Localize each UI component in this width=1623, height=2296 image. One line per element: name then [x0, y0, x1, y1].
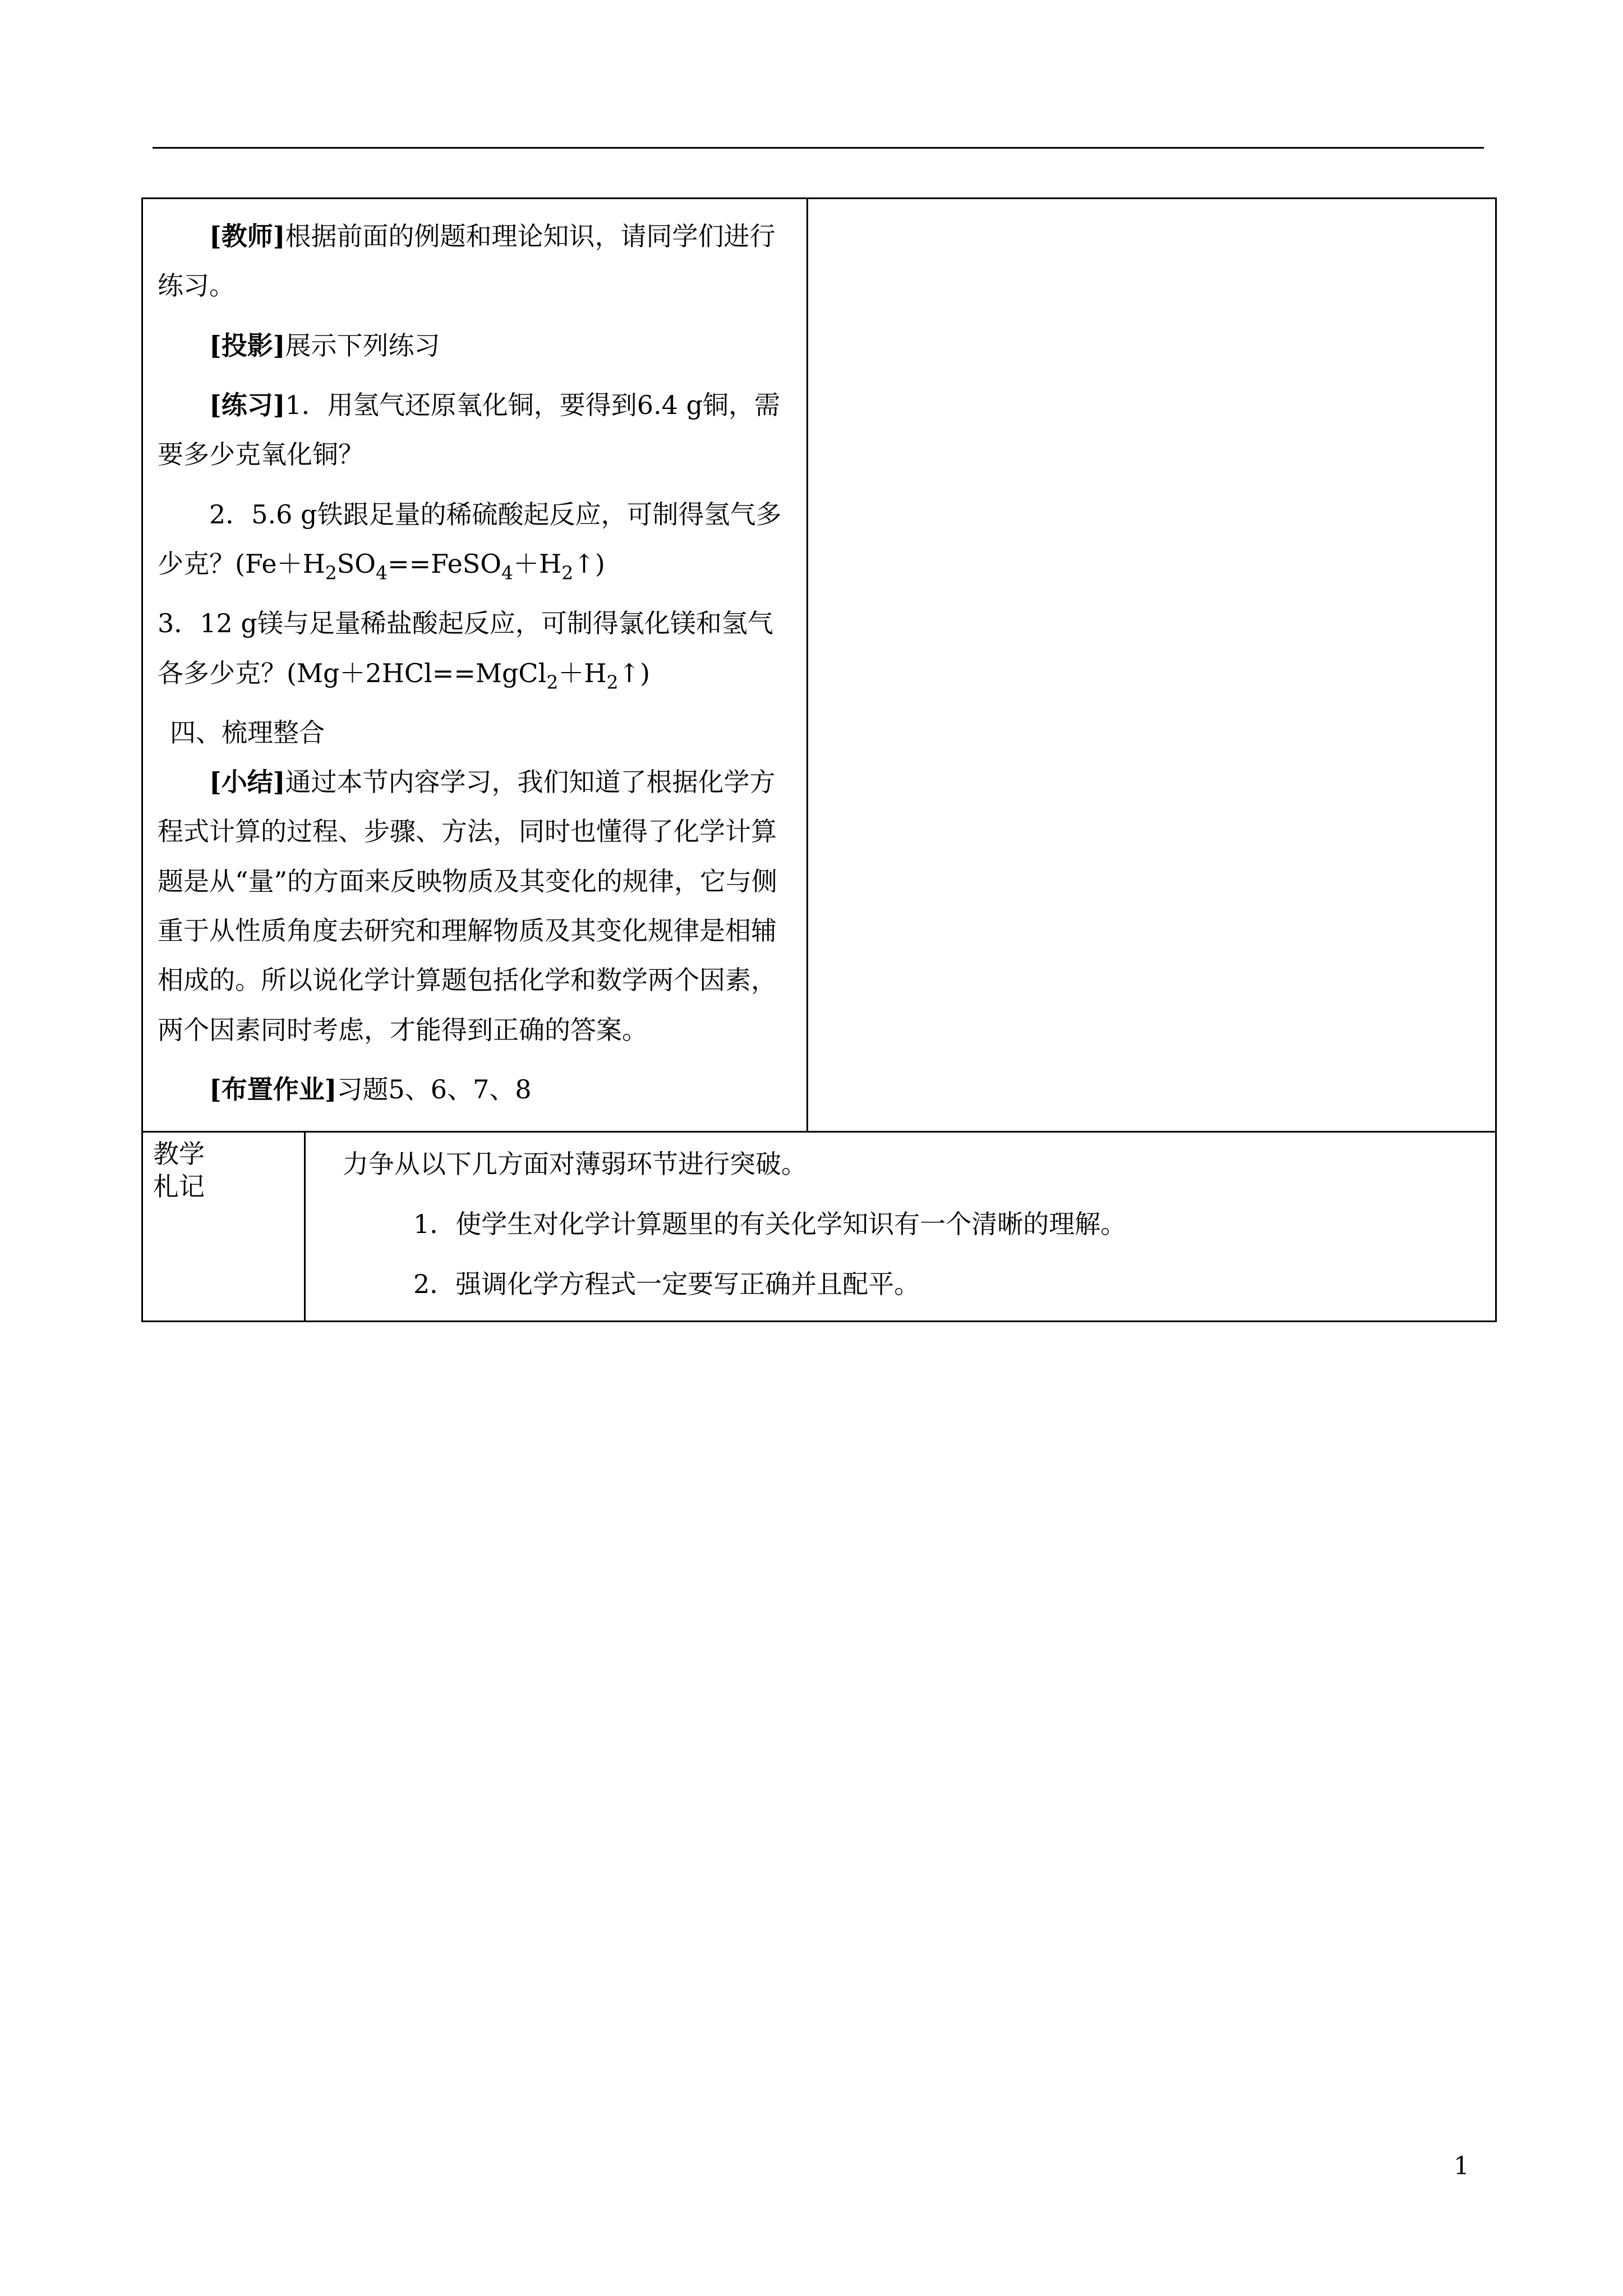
projection-paragraph: [158, 321, 794, 370]
exercise-paragraph: [158, 380, 794, 480]
eq-part: ＋H: [513, 548, 562, 579]
notes-label-cell: [142, 1132, 305, 1322]
eq-part: (Mg＋2HCl==MgCl: [287, 657, 547, 688]
summary-paragraph: [158, 757, 794, 1055]
lesson-row: [142, 199, 1496, 1132]
homework-text: 习题5、6、7、8: [336, 1074, 532, 1105]
right-empty-cell: [808, 199, 1496, 1132]
projection-tag: [投影]: [209, 330, 285, 361]
note-line: 1．使学生对化学计算题里的有关化学知识有一个清晰的理解。: [413, 1209, 1127, 1240]
eq-subscript: 2: [561, 562, 574, 584]
exercise-q1-text: 1．用氢气还原氧化铜，要得到6.4 g铜，需要多少克氧化铜？: [158, 389, 781, 470]
teacher-tag: [教师]: [209, 221, 285, 251]
notes-row: [142, 1132, 1496, 1322]
q2-equation: [235, 548, 605, 584]
lesson-content-cell: [142, 199, 808, 1132]
lesson-plan-table: [141, 197, 1497, 1322]
exercise-q3: [158, 599, 794, 698]
exercise-tag: [练习]: [209, 389, 285, 420]
notes-content-cell: [305, 1132, 1496, 1322]
page-number: 1: [1454, 2152, 1469, 2180]
eq-part: SO: [336, 548, 376, 579]
eq-part: ==FeSO: [388, 548, 502, 579]
q3-equation: [287, 657, 651, 693]
header-rule: [153, 147, 1484, 149]
eq-part: ↑): [618, 657, 651, 688]
exercise-q3-text: 3．12 g镁与足量稀盐酸起反应，可制得氯化镁和氢气各多少克？: [158, 608, 773, 688]
eq-subscript: 4: [501, 562, 514, 584]
note-line: 力争从以下几方面对薄弱环节进行突破。: [343, 1149, 807, 1180]
homework-tag: [布置作业]: [209, 1074, 337, 1105]
homework-paragraph: [158, 1065, 794, 1114]
eq-subscript: 2: [546, 671, 559, 693]
eq-part: (Fe＋H: [235, 548, 325, 579]
eq-subscript: 2: [606, 671, 619, 693]
teacher-paragraph: [158, 211, 794, 311]
exercise-q2-text: 2．5.6 g铁跟足量的稀硫酸起反应，可制得氢气多少克？: [158, 499, 782, 579]
projection-text: 展示下列练习: [285, 330, 440, 361]
note-line: 2．强调化学方程式一定要写正确并且配平。: [413, 1269, 920, 1300]
teacher-text: 根据前面的例题和理论知识，请同学们进行练习。: [158, 221, 776, 301]
eq-subscript: 4: [376, 562, 388, 584]
exercise-q2: [158, 490, 794, 589]
eq-part: ↑): [573, 548, 605, 579]
summary-text: 通过本节内容学习，我们知道了根据化学方程式计算的过程、步骤、方法，同时也懂得了化学计算题是从“量”的方面来反映物质及其变化的规律，它与侧重于从性质角度去研究和理解物质及其变化规律是相辅相成的。所以说化学计算题包括化学和数学两个因素，两个因素同时考虑，才能得到正确的答案。: [158, 767, 778, 1045]
eq-part: ＋H: [558, 657, 607, 688]
eq-subscript: 2: [325, 562, 337, 584]
section-heading: 四、梳理整合: [170, 717, 325, 748]
summary-tag: [小结]: [209, 767, 285, 798]
notes-label: 教学札记: [153, 1139, 205, 1202]
